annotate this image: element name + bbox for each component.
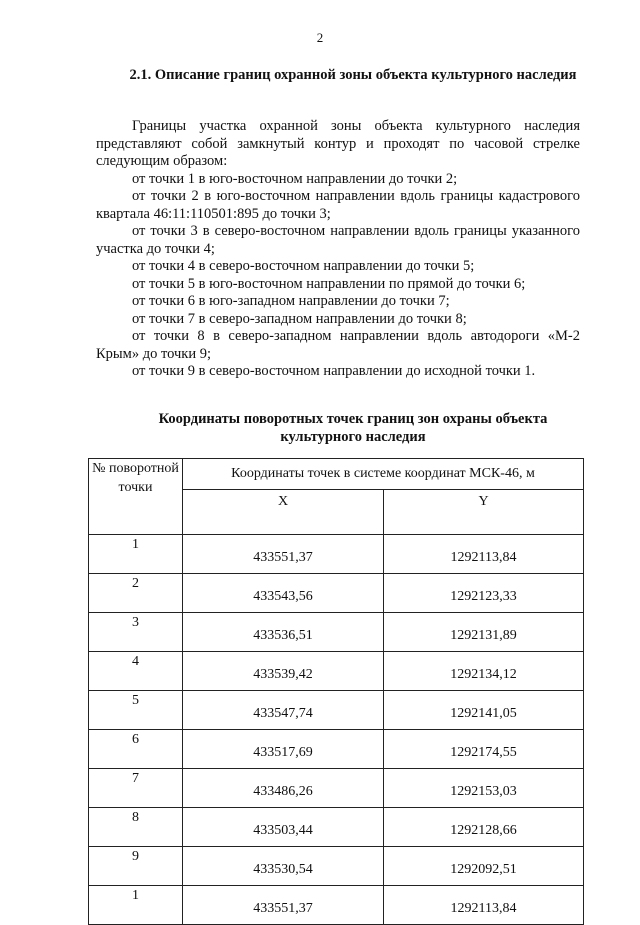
cell-point: 9	[89, 847, 183, 886]
coordinates-table	[88, 458, 584, 925]
table-row	[89, 730, 584, 769]
table-row	[89, 691, 584, 730]
cell-point: 7	[89, 769, 183, 808]
cell-y: 1292141,05	[384, 691, 584, 730]
cell-x: 433536,51	[183, 613, 384, 652]
cell-x: 433486,26	[183, 769, 384, 808]
table-row	[89, 535, 584, 574]
cell-point: 6	[89, 730, 183, 769]
paragraph-segment-7: от точки 7 в северо-западном направлении до точки 8;	[132, 310, 467, 327]
cell-y: 1292092,51	[384, 847, 584, 886]
cell-x: 433547,74	[183, 691, 384, 730]
cell-y: 1292174,55	[384, 730, 584, 769]
table-row	[89, 808, 584, 847]
paragraph-segment-2: от точки 2 в юго-восточном направлении вдоль границы кадастрового квартала 46:11:110501:895 до точки 3;	[96, 188, 580, 222]
page-number: 2	[316, 30, 324, 45]
cell-point: 1	[89, 535, 183, 574]
cell-point: 3	[89, 613, 183, 652]
cell-x: 433543,56	[183, 574, 384, 613]
header-y: Y	[384, 490, 584, 535]
paragraph-segment-1: от точки 1 в юго-восточном направлении до точки 2;	[132, 170, 458, 187]
table-row	[89, 847, 584, 886]
paragraph-segment-3: от точки 3 в северо-восточном направлении вдоль границы указанного участка до точки 4;	[96, 223, 580, 257]
boundary-description	[96, 118, 580, 381]
cell-y: 1292113,84	[384, 886, 584, 925]
cell-y: 1292123,33	[384, 574, 584, 613]
cell-point: 2	[89, 574, 183, 613]
cell-x: 433517,69	[183, 730, 384, 769]
section-title: 2.1. Описание границ охранной зоны объекта культурного наследия	[129, 67, 577, 83]
cell-x: 433539,42	[183, 652, 384, 691]
paragraph-segment-5: от точки 5 в юго-восточном направлении по прямой до точки 6;	[132, 275, 526, 292]
cell-y: 1292113,84	[384, 535, 584, 574]
cell-x: 433503,44	[183, 808, 384, 847]
table-title: Координаты поворотных точек границ зон охраны объекта культурного наследия	[158, 411, 548, 445]
table-row	[89, 652, 584, 691]
cell-point: 4	[89, 652, 183, 691]
table-row	[89, 886, 584, 925]
cell-y: 1292153,03	[384, 769, 584, 808]
header-coordinate-system: Координаты точек в системе координат МСК-46, м	[183, 459, 584, 490]
cell-y: 1292131,89	[384, 613, 584, 652]
paragraph-intro: Границы участка охранной зоны объекта культурного наследия представляют собой замкнутый контур и проходят по часовой стрелке следующим образом:	[96, 118, 580, 169]
cell-y: 1292128,66	[384, 808, 584, 847]
cell-y: 1292134,12	[384, 652, 584, 691]
table-header-row	[89, 459, 584, 490]
cell-x: 433530,54	[183, 847, 384, 886]
table-row	[89, 769, 584, 808]
paragraph-segment-9: от точки 9 в северо-восточном направлении до исходной точки 1.	[132, 363, 536, 379]
cell-x: 433551,37	[183, 886, 384, 925]
table-row	[89, 574, 584, 613]
cell-x: 433551,37	[183, 535, 384, 574]
cell-point: 1	[89, 886, 183, 925]
paragraph-segment-6: от точки 6 в юго-западном направлении до точки 7;	[132, 293, 450, 309]
table-row	[89, 613, 584, 652]
paragraph-segment-4: от точки 4 в северо-восточном направлении до точки 5;	[132, 258, 475, 274]
cell-point: 5	[89, 691, 183, 730]
header-point-number: № поворотной точки	[89, 459, 183, 535]
header-x: X	[183, 490, 384, 535]
cell-point: 8	[89, 808, 183, 847]
paragraph-segment-8: от точки 8 в северо-западном направлении вдоль автодороги «М-2 Крым» до точки 9;	[96, 328, 580, 362]
